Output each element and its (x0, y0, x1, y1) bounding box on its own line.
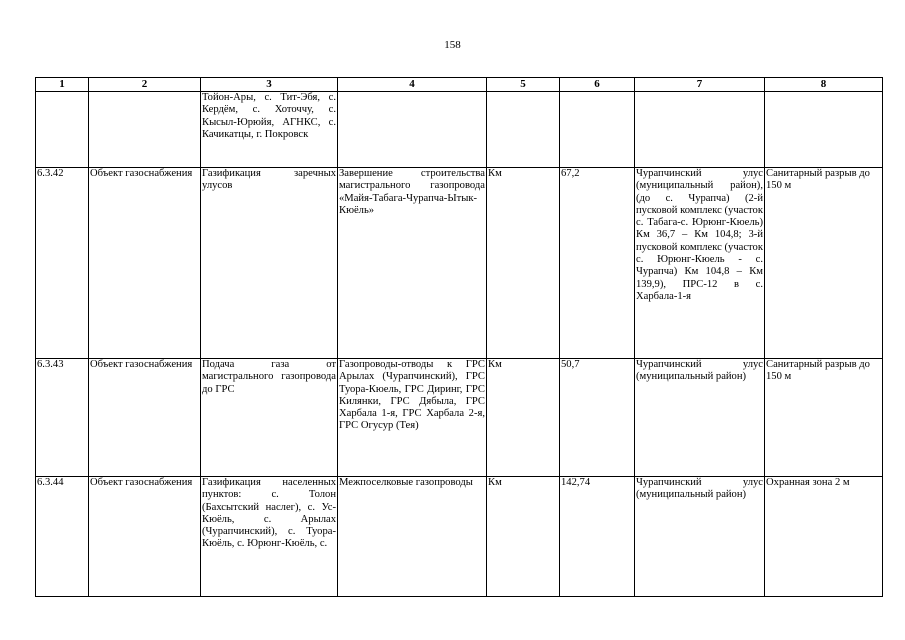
cell-purpose: Газификация населенных пунктов: с. Толон (Бахсытский наслег), с. Ус-Кюёль, с. Арылах (Чурапчинский), с. Туора-Кюёль, с. Юрюнг-Кюёль, с. (201, 477, 338, 597)
column-header: 5 (487, 78, 560, 92)
cell-value (560, 92, 635, 168)
cell-unit: Км (487, 359, 560, 477)
cell-description: Газопроводы-отводы к ГРС Арылах (Чурапчинский), ГРС Туора-Кюель, ГРС Диринг, ГРС Килянки, ГРС Дябыла, ГРС Харбала 1-я, ГРС Харбала 2-я, ГРС Огусур (Тея) (338, 359, 487, 477)
cell-value: 67,2 (560, 168, 635, 359)
cell-location: Чурапчинский улус (муниципальный район), (до с. Чурапча) (2-й пусковой комплекс (участок с. Табага-с. Юрюнг-Кюель) Км 36,7 – Км 104,8; 3-й пусковой комплекс (участок с. Юрюнг-Кюель - с. Чурапча) Км 104,8 – Км 139,9), ПРС-12 в с. Харбала-1-я (635, 168, 765, 359)
data-table (35, 77, 883, 597)
cell-number: 6.3.42 (36, 168, 89, 359)
column-header: 6 (560, 78, 635, 92)
cell-value: 50,7 (560, 359, 635, 477)
column-header: 2 (89, 78, 201, 92)
header-row (36, 78, 883, 92)
column-header: 3 (201, 78, 338, 92)
column-header: 7 (635, 78, 765, 92)
cell-zone (765, 92, 883, 168)
cell-number (36, 92, 89, 168)
cell-description: Межпоселковые газопроводы (338, 477, 487, 597)
cell-location (635, 92, 765, 168)
cell-location: Чурапчинский улус (муниципальный район) (635, 359, 765, 477)
cell-zone: Охранная зона 2 м (765, 477, 883, 597)
cell-description (338, 92, 487, 168)
cell-unit: Км (487, 477, 560, 597)
cell-object-type (89, 92, 201, 168)
table-row (36, 92, 883, 168)
cell-value: 142,74 (560, 477, 635, 597)
cell-purpose: Тойон-Ары, с. Тит-Эбя, с. Кердём, с. Хоточчу, с. Кысыл-Юрюйя, АГНКС, с. Качикатцы, г. Покровск (201, 92, 338, 168)
page-number: 158 (444, 39, 461, 51)
table-row (36, 477, 883, 597)
column-header: 8 (765, 78, 883, 92)
cell-zone: Санитарный разрыв до 150 м (765, 168, 883, 359)
cell-description: Завершение строительства магистрального газопровода «Майя-Табага-Чурапча-Ытык-Кюёль» (338, 168, 487, 359)
cell-zone: Санитарный разрыв до 150 м (765, 359, 883, 477)
cell-purpose: Подача газа от магистрального газопровода до ГРС (201, 359, 338, 477)
table-row (36, 168, 883, 359)
cell-unit: Км (487, 168, 560, 359)
table-row (36, 359, 883, 477)
cell-number: 6.3.44 (36, 477, 89, 597)
cell-purpose: Газификация заречных улусов (201, 168, 338, 359)
column-header: 4 (338, 78, 487, 92)
cell-object-type: Объект газоснабжения (89, 477, 201, 597)
cell-location: Чурапчинский улус (муниципальный район) (635, 477, 765, 597)
cell-number: 6.3.43 (36, 359, 89, 477)
column-header: 1 (36, 78, 89, 92)
cell-unit (487, 92, 560, 168)
cell-object-type: Объект газоснабжения (89, 359, 201, 477)
cell-object-type: Объект газоснабжения (89, 168, 201, 359)
